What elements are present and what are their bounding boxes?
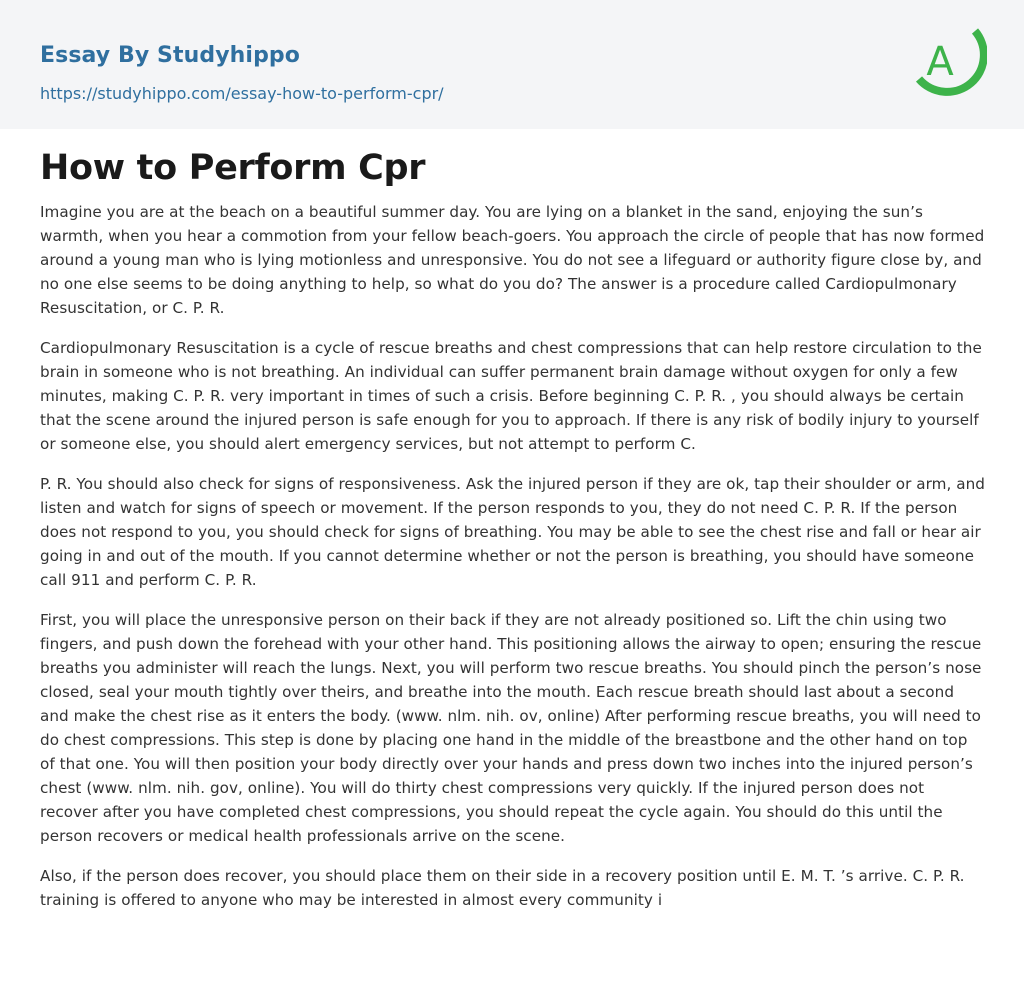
brand-title[interactable]: Essay By Studyhippo — [40, 43, 300, 68]
logo-letter: A — [926, 39, 954, 85]
article-paragraph: First, you will place the unresponsive person on their back if they are not already positioned so. Lift the chin using two fingers, and push down the forehead with your other hand. This positioning allows the airway to open; ensuring the rescue breaths you administer will reach the lungs. Next, you will perform two rescue breaths. You should pinch the person’s nose closed, seal your mouth tightly over theirs, and breathe into the mouth. Each rescue breath should last about a second and make the chest rise as it enters the body. (www. nlm. nih. ov, online) After performing rescue breaths, you will need to do chest compressions. This step is done by placing one hand in the middle of the breastbone and the other hand on top of that one. You will then position your body directly over your hands and press down two inches into the injured person’s chest (www. nlm. nih. gov, online). You will do thirty chest compressions very quickly. If the injured person does not recover after you have completed chest compressions, you should repeat the cycle again. You should do this until the person recovers or medical health professionals arrive on the scene. — [40, 611, 982, 845]
article — [40, 129, 985, 912]
article-paragraph: Imagine you are at the beach on a beautiful summer day. You are lying on a blanket in the sand, enjoying the sun’s warmth, when you hear a commotion from your fellow beach-goers. You approach the circle of people that has now formed around a young man who is lying motionless and unresponsive. You do not see a lifeguard or authority figure close by, and no one else seems to be doing anything to help, so what do you do? The answer is a procedure called Cardiopulmonary Resuscitation, or C. P. R. — [40, 203, 985, 317]
page-title: How to Perform Cpr — [40, 148, 426, 188]
article-paragraph: P. R. You should also check for signs of responsiveness. Ask the injured person if they are ok, tap their shoulder or arm, and listen and watch for signs of speech or movement. If the person responds to you, they do not need C. P. R. If the person does not respond to you, you should check for signs of breathing. You may be able to see the chest rise and fall or hear air going in and out of the mouth. If you cannot determine whether or not the person is breathing, you should have someone call 911 and perform C. P. R. — [40, 475, 985, 589]
studyhippo-logo-icon[interactable] — [913, 19, 987, 105]
site-header — [0, 0, 1024, 129]
essay-url-link[interactable]: https://studyhippo.com/essay-how-to-perform-cpr/ — [40, 84, 444, 103]
article-paragraph: Cardiopulmonary Resuscitation is a cycle of rescue breaths and chest compressions that can help restore circulation to the brain in someone who is not breathing. An individual can suffer permanent brain damage without oxygen for only a few minutes, making C. P. R. very important in times of such a crisis. Before beginning C. P. R. , you should always be certain that the scene around the injured person is safe enough for you to approach. If there is any risk of bodily injury to yourself or someone else, you should alert emergency services, but not attempt to perform C. — [40, 339, 982, 453]
article-paragraph: Also, if the person does recover, you should place them on their side in a recovery position until E. M. T. ’s arrive. C. P. R. training is offered to anyone who may be interested in almost every community i — [40, 867, 965, 909]
